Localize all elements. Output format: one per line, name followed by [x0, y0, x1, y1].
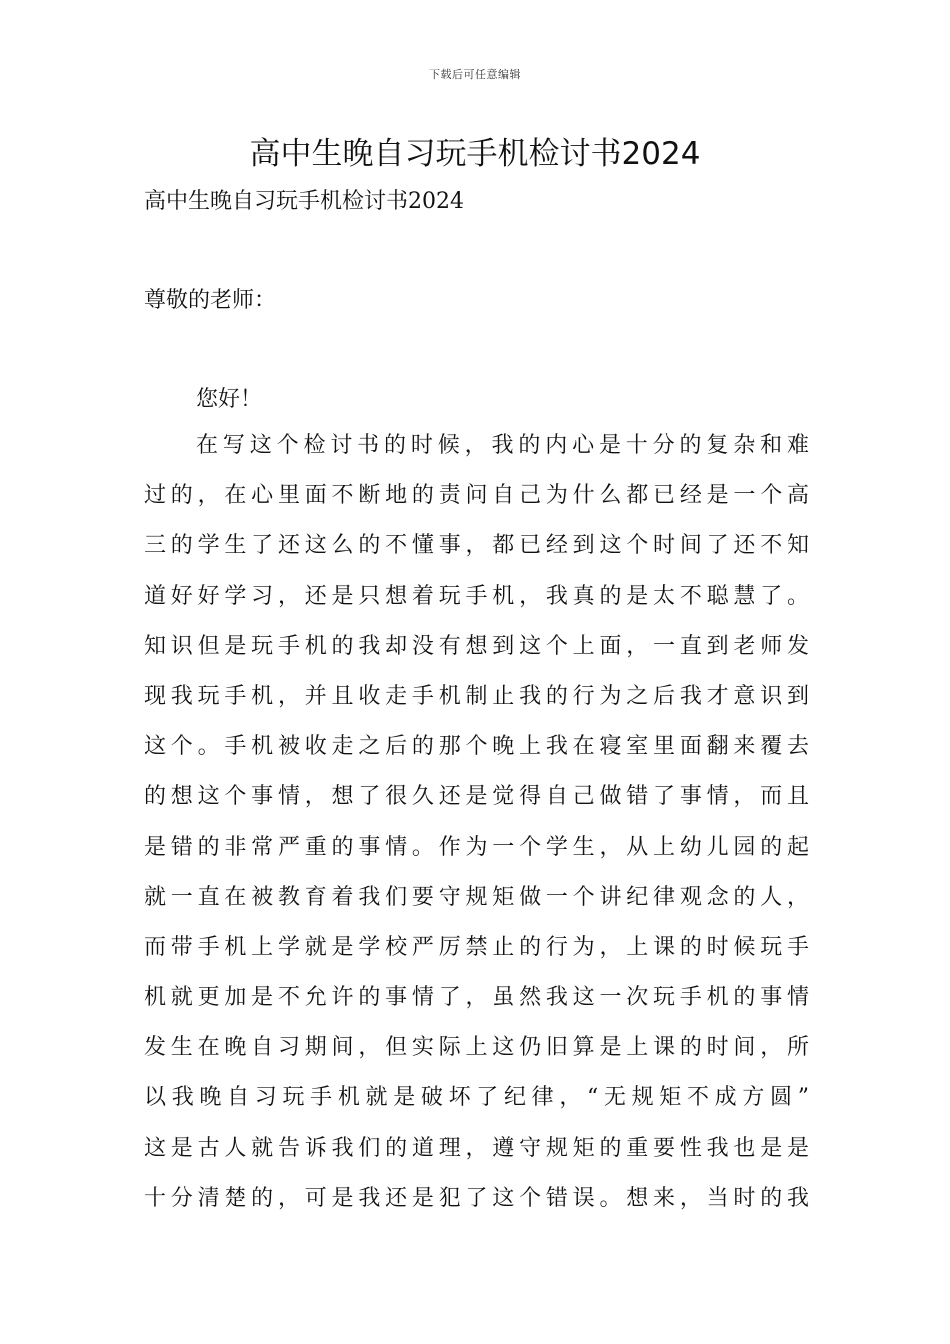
body-line: 就一直在被教育着我们要守规矩做一个讲纪律观念的人，	[144, 884, 809, 910]
body-line: 是错的非常严重的事情。作为一个学生，从上幼儿园的起	[144, 834, 809, 860]
body-line: 机就更加是不允许的事情了，虽然我这一次玩手机的事情	[144, 985, 809, 1011]
body-line: 道好好学习，还是只想着玩手机，我真的是太不聪慧了。	[144, 583, 809, 609]
salutation: 尊敬的老师：	[144, 288, 277, 313]
body-line: 以我晚自习玩手机就是破坏了纪律，“无规矩不成方圆”	[144, 1085, 809, 1111]
body-line: 的想这个事情，想了很久还是觉得自己做错了事情，而且	[144, 784, 809, 810]
body-line: 这个。手机被收走之后的那个晚上我在寝室里面翻来覆去	[144, 734, 809, 760]
body-line: 发生在晚自习期间，但实际上这仍旧算是上课的时间，所	[144, 1035, 809, 1061]
body-text	[144, 429, 809, 1232]
document-subtitle: 高中生晚自习玩手机检讨书2024	[144, 189, 464, 214]
greeting: 您好！	[196, 387, 263, 412]
document-title: 高中生晚自习玩手机检讨书2024	[249, 136, 701, 172]
body-line: 过的，在心里面不断地的责问自己为什么都已经是一个高	[144, 483, 809, 509]
body-line: 知识但是玩手机的我却没有想到这个上面，一直到老师发	[144, 633, 809, 659]
body-line: 在写这个检讨书的时候，我的内心是十分的复杂和难	[196, 433, 809, 458]
body-line: 现我玩手机，并且收走手机制止我的行为之后我才意识到	[144, 683, 809, 709]
header-note: 下载后可任意编辑	[429, 68, 521, 81]
body-line: 而带手机上学就是学校严厉禁止的行为，上课的时候玩手	[144, 934, 809, 960]
body-line: 这是古人就告诉我们的道理，遵守规矩的重要性我也是是	[144, 1135, 809, 1161]
body-line: 十分清楚的，可是我还是犯了这个错误。想来，当时的我	[144, 1185, 809, 1211]
body-line: 三的学生了还这么的不懂事，都已经到这个时间了还不知	[144, 533, 809, 559]
